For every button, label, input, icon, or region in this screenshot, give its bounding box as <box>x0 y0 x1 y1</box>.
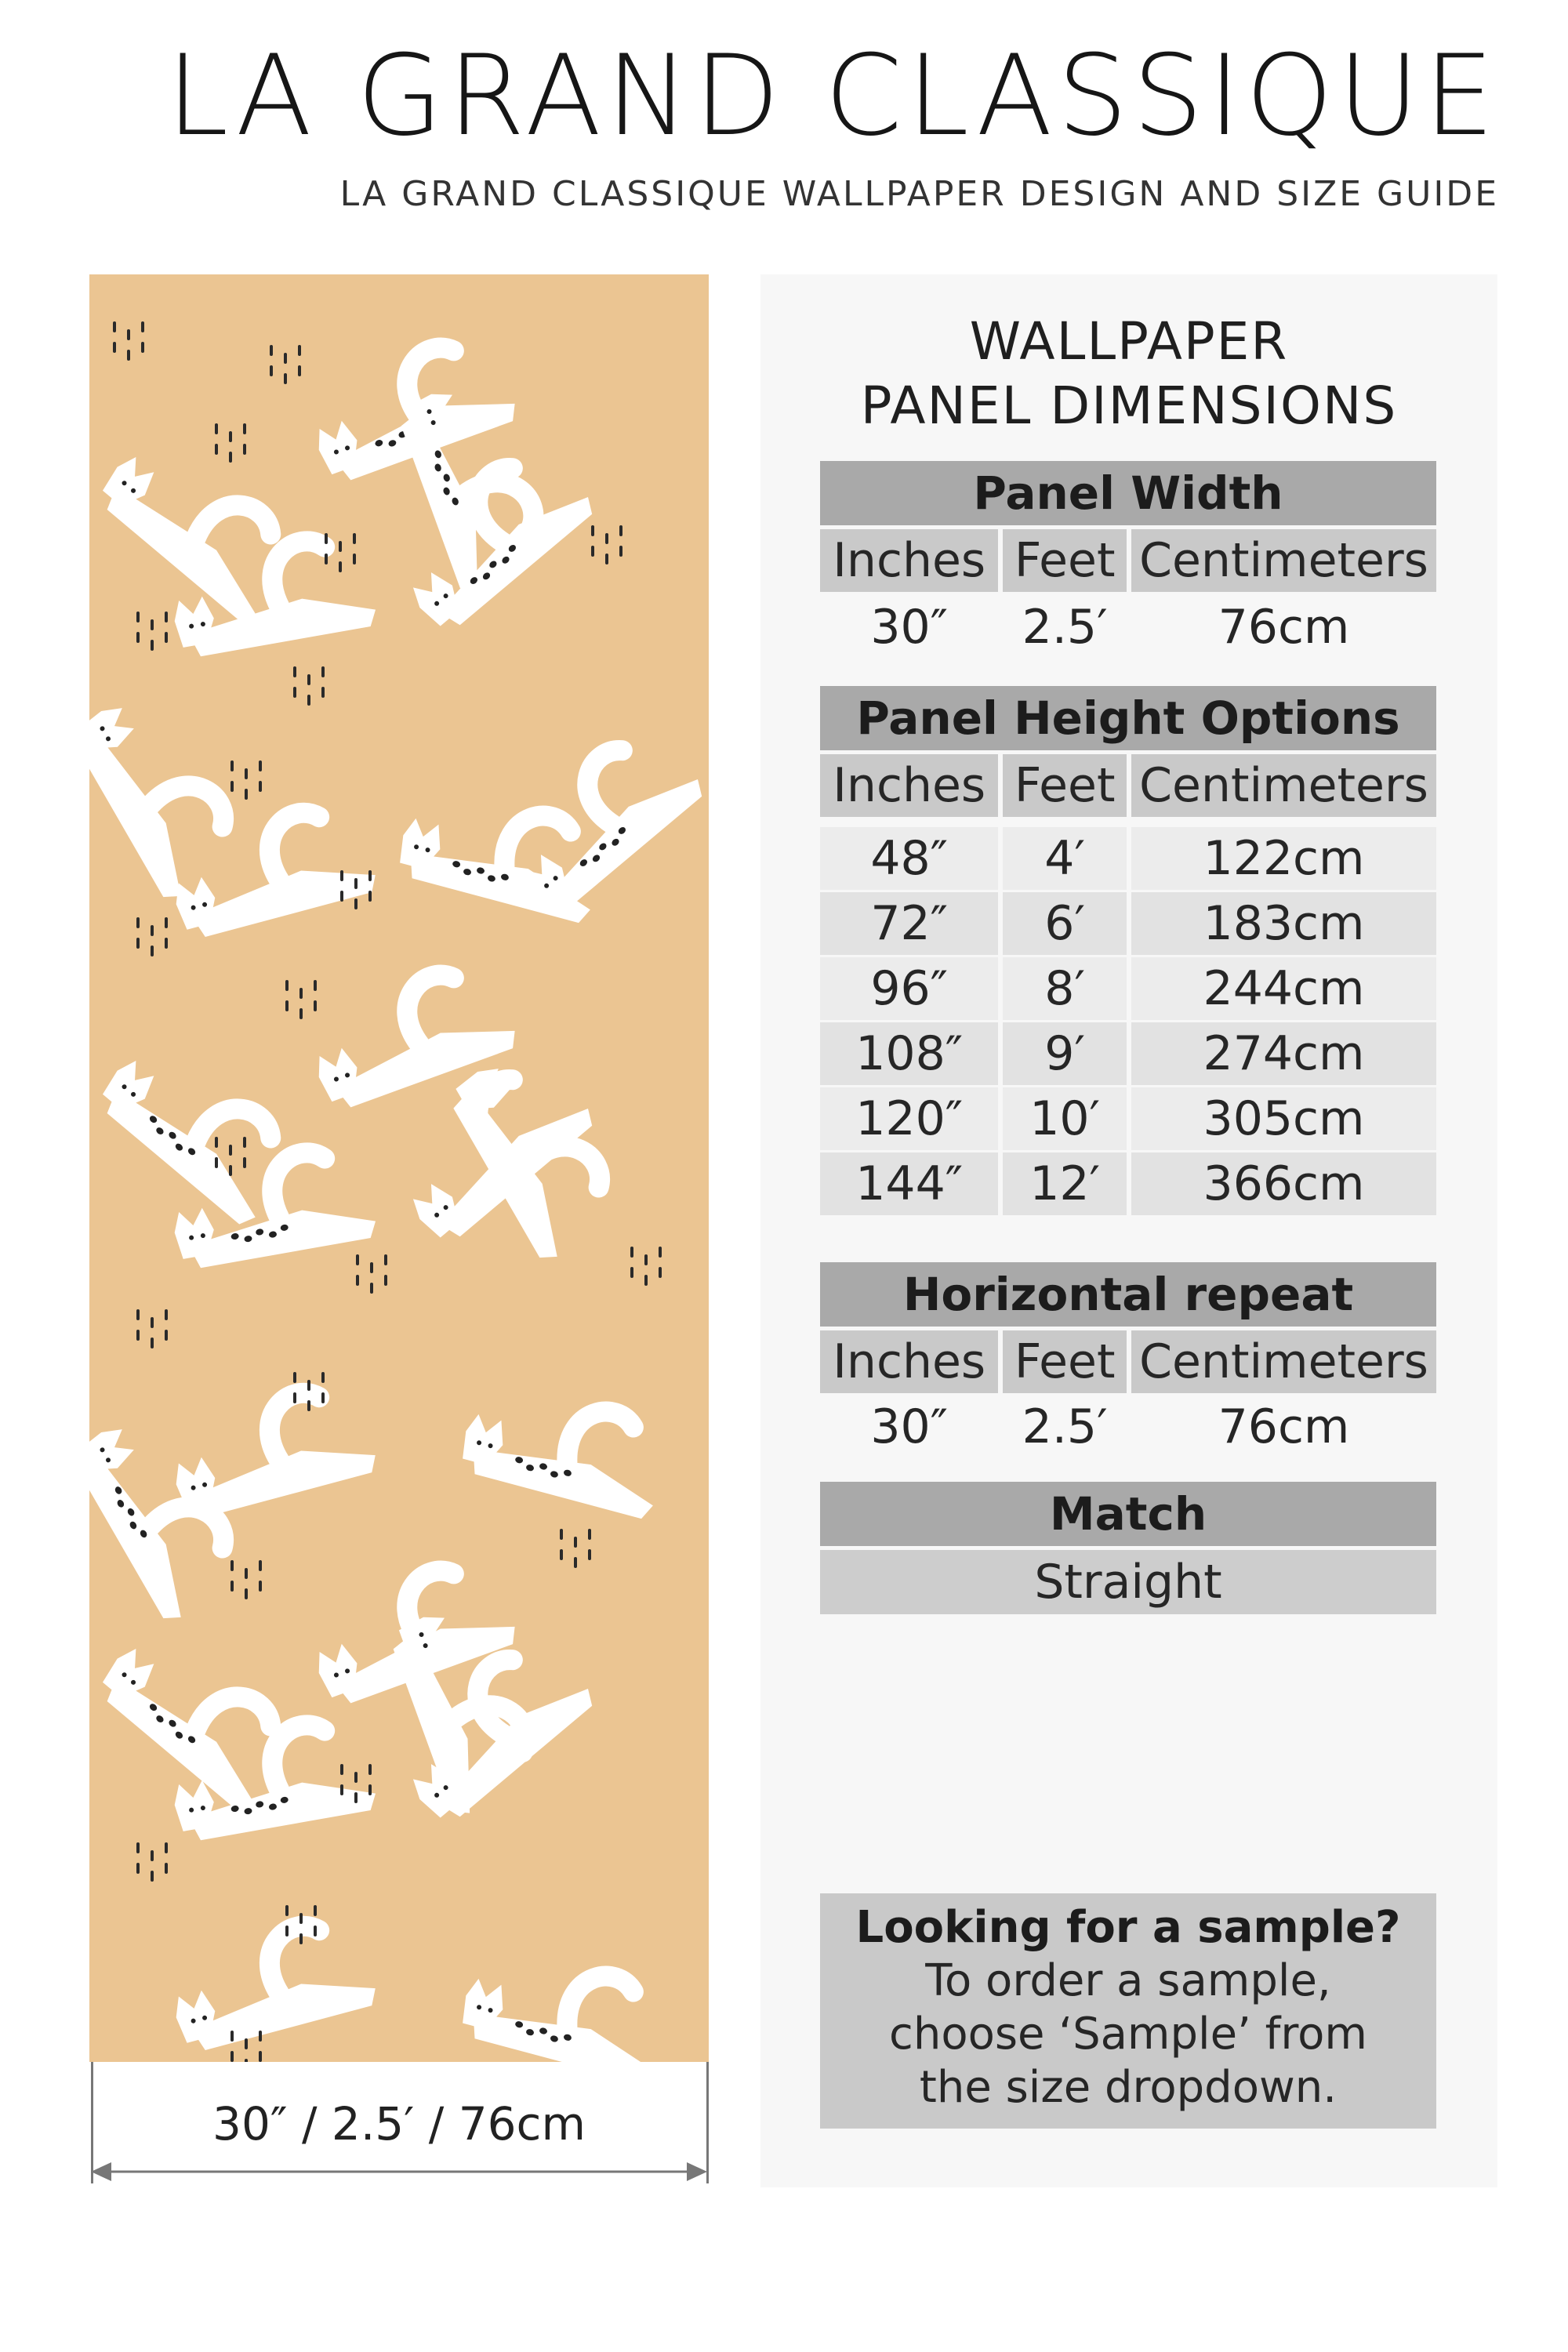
height-row <box>820 1087 1436 1150</box>
height-row <box>820 827 1436 890</box>
repeat-centimeters: 76cm <box>1218 1399 1350 1454</box>
dash-marks-icon <box>356 1254 387 1294</box>
sample-line: the size dropdown. <box>919 2062 1338 2113</box>
dash-marks-icon <box>136 917 168 956</box>
height-inches: 48″ <box>820 827 998 890</box>
height-centimeters: 366cm <box>1131 1152 1436 1215</box>
height-centimeters: 122cm <box>1131 827 1436 890</box>
dimensions-title-line1: WALLPAPER <box>969 311 1289 372</box>
dash-marks-icon <box>230 760 262 800</box>
height-centimeters: 274cm <box>1131 1022 1436 1085</box>
brand-title: LA GRAND CLASSIQUE <box>166 31 1499 161</box>
repeat-row <box>820 1396 1436 1458</box>
height-feet: 8′ <box>1003 957 1127 1020</box>
match-heading: Match <box>820 1482 1436 1546</box>
dash-marks-icon <box>113 321 144 361</box>
height-feet: 4′ <box>1003 827 1127 890</box>
dash-marks-icon <box>136 1842 168 1882</box>
dimensions-title <box>760 310 1497 438</box>
height-feet: 12′ <box>1003 1152 1127 1215</box>
width-dimension-label: 30″ / 2.5′ / 76cm <box>212 2097 586 2151</box>
height-row <box>820 892 1436 955</box>
dash-marks-icon <box>270 345 301 384</box>
brand-subtitle: LA GRAND CLASSIQUE WALLPAPER DESIGN AND SIZE GUIDE <box>339 174 1499 214</box>
height-inches: 108″ <box>820 1022 998 1085</box>
height-inches: 72″ <box>820 892 998 955</box>
horizontal-repeat-heading: Horizontal repeat <box>820 1262 1436 1327</box>
width-arrow-icon <box>91 2160 707 2183</box>
dash-marks-icon <box>215 423 246 463</box>
column-inches: Inches <box>820 1330 998 1393</box>
column-centimeters: Centimeters <box>1131 529 1436 592</box>
dash-marks-icon <box>560 1529 591 1568</box>
height-row <box>820 1152 1436 1215</box>
column-centimeters: Centimeters <box>1131 754 1436 817</box>
height-feet: 10′ <box>1003 1087 1127 1150</box>
cat-motif-icon <box>162 798 379 942</box>
panel-width-row <box>820 596 1436 659</box>
column-inches: Inches <box>820 529 998 592</box>
cat-motif-icon <box>393 781 611 925</box>
dimensions-title-line2: PANEL DIMENSIONS <box>860 376 1398 436</box>
repeat-inches: 30″ <box>870 1399 949 1454</box>
cat-motif-icon <box>162 1911 379 2056</box>
dash-marks-icon <box>136 1309 168 1348</box>
panel-height-column-headers <box>820 754 1436 817</box>
wallpaper-pattern <box>89 274 709 2062</box>
panel-width-column-headers <box>820 529 1436 592</box>
cat-motif-icon <box>89 1404 250 1625</box>
height-row <box>820 957 1436 1020</box>
column-inches: Inches <box>820 754 998 817</box>
dash-marks-icon <box>293 666 325 706</box>
panel-height-heading: Panel Height Options <box>820 686 1436 750</box>
width-feet: 2.5′ <box>1022 600 1108 655</box>
repeat-feet: 2.5′ <box>1022 1399 1108 1454</box>
height-inches: 144″ <box>820 1152 998 1215</box>
height-feet: 6′ <box>1003 892 1127 955</box>
dimensions-panel <box>760 274 1497 2187</box>
column-centimeters: Centimeters <box>1131 1330 1436 1393</box>
height-inches: 96″ <box>820 957 998 1020</box>
dash-marks-icon <box>630 1247 662 1286</box>
cat-motif-icon <box>383 436 598 637</box>
cat-motif-icon <box>89 683 250 904</box>
match-value: Straight <box>820 1550 1436 1614</box>
repeat-column-headers <box>820 1330 1436 1393</box>
dash-marks-icon <box>136 612 168 651</box>
height-feet: 9′ <box>1003 1022 1127 1085</box>
wallpaper-preview <box>89 274 709 2062</box>
height-inches: 120″ <box>820 1087 998 1150</box>
dash-marks-icon <box>285 980 317 1019</box>
panel-width-heading: Panel Width <box>820 461 1436 525</box>
column-feet: Feet <box>1003 1330 1127 1393</box>
width-centimeters: 76cm <box>1218 600 1350 655</box>
cat-motif-icon <box>456 1377 673 1521</box>
height-centimeters: 305cm <box>1131 1087 1436 1150</box>
cat-motif-icon <box>456 1941 673 2062</box>
sample-line: To order a sample, <box>925 1955 1331 2006</box>
column-feet: Feet <box>1003 529 1127 592</box>
column-feet: Feet <box>1003 754 1127 817</box>
sample-callout <box>820 1893 1436 2129</box>
sample-heading: Looking for a sample? <box>855 1902 1401 1953</box>
sample-line: choose ‘Sample’ from <box>889 2009 1367 2060</box>
dash-marks-icon <box>230 1560 262 1599</box>
height-centimeters: 244cm <box>1131 957 1436 1020</box>
width-inches: 30″ <box>870 600 949 655</box>
height-centimeters: 183cm <box>1131 892 1436 955</box>
height-row <box>820 1022 1436 1085</box>
dash-marks-icon <box>591 525 622 564</box>
